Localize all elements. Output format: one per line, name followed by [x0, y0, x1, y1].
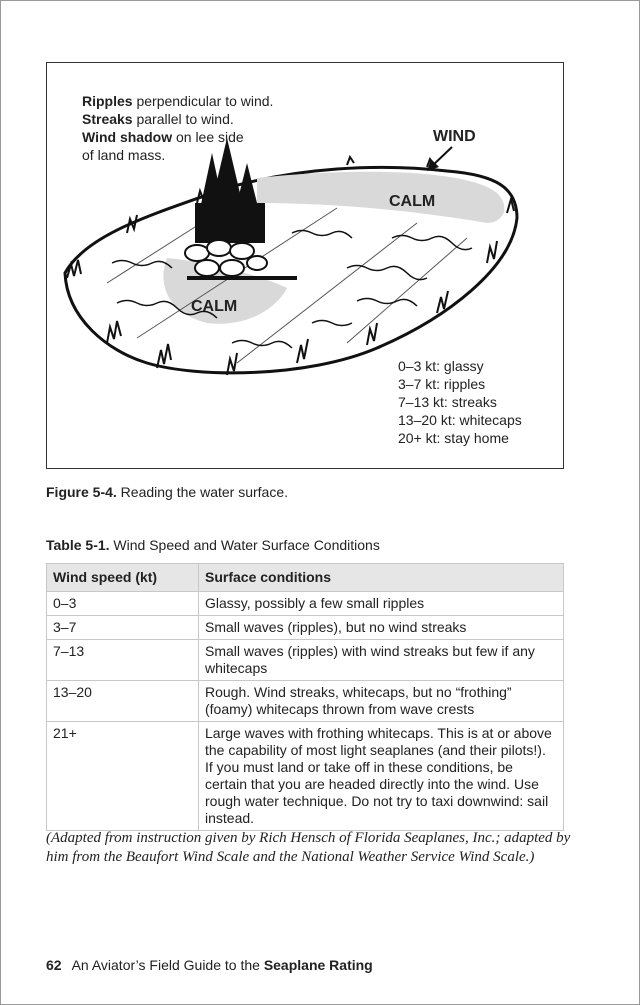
header-surface-conditions: Surface conditions: [199, 564, 564, 592]
calm-label-island: CALM: [191, 298, 238, 315]
legend-item: 0–3 kt: glassy: [398, 358, 484, 374]
table-row: [47, 681, 564, 722]
cell-surface-conditions: Rough. Wind streaks, whitecaps, but no “frothing” (foamy) whitecaps thrown from wave crests: [199, 681, 564, 722]
cell-wind-speed: 0–3: [47, 592, 199, 616]
cell-wind-speed: 21+: [47, 722, 199, 831]
cell-surface-conditions: Glassy, possibly a few small ripples: [199, 592, 564, 616]
table-row: [47, 722, 564, 831]
table-row: [47, 616, 564, 640]
legend-item: 3–7 kt: ripples: [398, 376, 486, 392]
book-title: An Aviator’s Field Guide to the: [71, 957, 264, 973]
cell-surface-conditions: Small waves (ripples) with wind streaks but few if any whitecaps: [199, 640, 564, 681]
figure-caption-label: Figure 5-4.: [46, 484, 117, 500]
table-source-note: (Adapted from instruction given by Rich Hensch of Florida Seaplanes, Inc.; adapted by him from the Beaufort Wind Scale and the National Weather Service Wind Scale.): [46, 830, 571, 865]
note-line: Ripples perpendicular to wind.: [82, 93, 274, 109]
table-caption-text: Wind Speed and Water Surface Conditions: [109, 537, 380, 553]
table-caption-label: Table 5-1.: [46, 537, 110, 553]
calm-label-lee: CALM: [389, 193, 436, 210]
wind-conditions-table: [46, 563, 564, 831]
figure-caption-text: Reading the water surface.: [116, 484, 289, 500]
legend-item: 13–20 kt: whitecaps: [398, 412, 522, 428]
wind-label: WIND: [433, 128, 476, 145]
cell-surface-conditions: Large waves with frothing whitecaps. This is at or above the capability of most light seaplanes (and their pilots!). If you must land or take off in these conditions, be certain that you are headed directly into the wind. Use rough water technique. Do not try to taxi downwind: sail instead.: [199, 722, 564, 831]
page-number: 62: [46, 957, 62, 973]
wind-legend: [398, 357, 522, 447]
cell-wind-speed: 7–13: [47, 640, 199, 681]
table-header-row: [47, 564, 564, 592]
note-line: Wind shadow on lee side: [82, 129, 244, 145]
figure-caption: [46, 484, 288, 500]
book-title-bold: Seaplane Rating: [263, 957, 373, 973]
note-line: Streaks parallel to wind.: [82, 111, 234, 127]
legend-item: 20+ kt: stay home: [398, 430, 509, 446]
page-footer: [46, 957, 373, 973]
header-wind-speed: Wind speed (kt): [47, 564, 199, 592]
cell-wind-speed: 13–20: [47, 681, 199, 722]
note-line: of land mass.: [82, 147, 166, 163]
cell-wind-speed: 3–7: [47, 616, 199, 640]
table-caption: [46, 537, 380, 553]
cell-surface-conditions: Small waves (ripples), but no wind streaks: [199, 616, 564, 640]
table-row: [47, 592, 564, 616]
figure-notes: [82, 92, 273, 164]
figure-illustration: [46, 62, 564, 469]
table-row: [47, 640, 564, 681]
legend-item: 7–13 kt: streaks: [398, 394, 497, 410]
